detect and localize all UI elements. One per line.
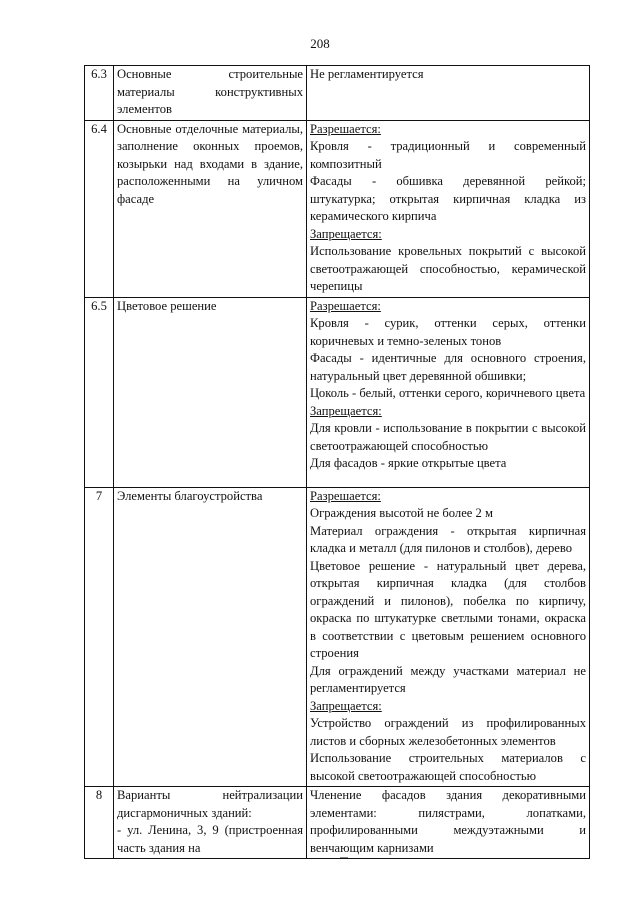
- allowed-label: Разрешается:: [310, 121, 381, 136]
- row-description: Цветовое решение: [114, 297, 307, 487]
- forbidden-label: Запрещается:: [310, 226, 382, 241]
- content-paragraph: Фасады - идентичные для основного строения, натуральный цвет деревянной обшивки;: [310, 351, 586, 383]
- row-number: 7: [85, 487, 114, 787]
- regulations-table: [84, 65, 590, 859]
- scan-mark: [340, 857, 348, 858]
- content-paragraph: Использование кровельных покрытий с высокой светоотражающей способностью, керамической черепицы: [310, 244, 586, 293]
- page-number: 208: [310, 36, 330, 51]
- content-paragraph: Цоколь - белый, оттенки серого, коричневого цвета: [310, 386, 586, 400]
- content-paragraph: Кровля - традиционный и современный композитный: [310, 139, 586, 171]
- row-description: Основные отделочные материалы, заполнение оконных проемов, козырьки над входами в здание, расположенными на уличном фасаде: [114, 120, 307, 297]
- content-paragraph: Для кровли - использование в покрытии с высокой светоотражающей способностью: [310, 421, 586, 453]
- content-paragraph: Для фасадов - яркие открытые цвета: [310, 456, 507, 470]
- allowed-label: Разрешается:: [310, 298, 381, 313]
- row-content: [307, 66, 590, 121]
- row-description-text: Варианты нейтрализации дисгармоничных зданий:: [117, 788, 303, 820]
- row-number: 6.3: [85, 66, 114, 121]
- row-description: Элементы благоустройства: [114, 487, 307, 787]
- forbidden-label: Запрещается:: [310, 698, 382, 713]
- table-row: [85, 66, 590, 121]
- content-paragraph: Не регламентируется: [310, 67, 424, 81]
- row-content: [307, 787, 590, 859]
- content-paragraph: Для ограждений между участками материал не регламентируется: [310, 663, 586, 695]
- table-row: [85, 120, 590, 297]
- forbidden-label: Запрещается:: [310, 403, 382, 418]
- content-paragraph: Фасады - обшивка деревянной рейкой; штукатурка; открытая кирпичная кладка из керамического кирпича: [310, 174, 586, 223]
- row-number: 8: [85, 787, 114, 859]
- table-row: [85, 487, 590, 787]
- content-paragraph: Использование строительных материалов с высокой светоотражающей способностью: [310, 751, 586, 783]
- row-description: [114, 787, 307, 859]
- row-number: 6.5: [85, 297, 114, 487]
- content-paragraph: Цветовое решение - натуральный цвет дерева, открытая кирпичная кладка (для столбов ограждений и пилонов), побелка по кирпичу, окраска по штукатурке светлыми тонами, окраска в соответствии с цветовым решением основного строения: [310, 558, 586, 660]
- content-paragraph: Членение фасадов здания декоративными элементами: пилястрами, лопатками, профилированными междуэтажными и венчающим карнизами: [310, 788, 586, 855]
- table-row: [85, 297, 590, 487]
- allowed-label: Разрешается:: [310, 488, 381, 503]
- content-paragraph: Кровля - сурик, оттенки серых, оттенки коричневых и темно-зеленых тонов: [310, 316, 586, 348]
- row-description-item: - ул. Ленина, 3, 9 (пристроенная часть здания на: [117, 823, 303, 855]
- row-number: 6.4: [85, 120, 114, 297]
- content-paragraph: Материал ограждения - открытая кирпичная кладка и металл (для пилонов и столбов), дерево: [310, 523, 586, 555]
- content-paragraph: Ограждения высотой не более 2 м: [310, 506, 493, 520]
- row-content: [307, 120, 590, 297]
- table-row: [85, 787, 590, 859]
- content-paragraph: Устройство ограждений из профилированных листов и сборных железобетонных элементов: [310, 716, 586, 748]
- row-content: [307, 297, 590, 487]
- row-content: [307, 487, 590, 787]
- row-description: Основные строительные материалы конструктивных элементов: [114, 66, 307, 121]
